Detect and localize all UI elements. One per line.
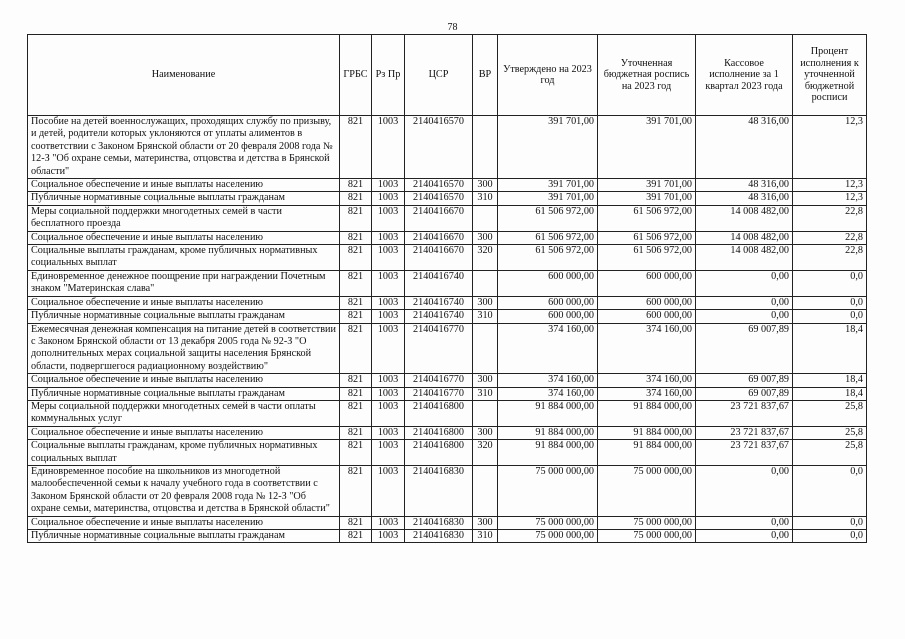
cell-grbs: 821 [340, 310, 372, 323]
cell-specified: 600 000,00 [598, 296, 696, 309]
cell-vr [473, 323, 498, 374]
cell-rzpr: 1003 [372, 323, 405, 374]
cell-specified: 600 000,00 [598, 310, 696, 323]
cell-grbs: 821 [340, 231, 372, 244]
cell-percent: 12,3 [793, 192, 867, 205]
table-row [28, 179, 867, 192]
cell-percent: 0,0 [793, 516, 867, 529]
cell-name: Меры социальной поддержки многодетных семей в части оплаты коммунальных услуг [28, 400, 340, 426]
cell-percent: 22,8 [793, 205, 867, 231]
cell-cash: 0,00 [696, 296, 793, 309]
cell-name: Социальные выплаты гражданам, кроме публичных нормативных социальных выплат [28, 440, 340, 466]
cell-csr: 2140416740 [405, 270, 473, 296]
cell-grbs: 821 [340, 374, 372, 387]
cell-approved: 600 000,00 [498, 270, 598, 296]
cell-name: Единовременное пособие на школьников из многодетной малообеспеченной семьи к началу учебного года в соответствии с Законом Брянской области от 20 февраля 2008 года № 12-З "Об охране семьи, материнства, отцовства и детства в Брянской области" [28, 465, 340, 516]
cell-csr: 2140416770 [405, 374, 473, 387]
cell-csr: 2140416800 [405, 440, 473, 466]
cell-name: Публичные нормативные социальные выплаты гражданам [28, 530, 340, 543]
cell-csr: 2140416800 [405, 400, 473, 426]
table-row [28, 205, 867, 231]
cell-vr: 310 [473, 310, 498, 323]
cell-specified: 391 701,00 [598, 192, 696, 205]
header-name: Наименование [28, 35, 340, 116]
cell-specified: 91 884 000,00 [598, 400, 696, 426]
cell-vr [473, 270, 498, 296]
header-rzpr: Рз Пр [372, 35, 405, 116]
cell-rzpr: 1003 [372, 245, 405, 271]
cell-csr: 2140416670 [405, 245, 473, 271]
cell-percent: 25,8 [793, 426, 867, 439]
cell-rzpr: 1003 [372, 387, 405, 400]
cell-vr: 300 [473, 179, 498, 192]
cell-csr: 2140416570 [405, 116, 473, 179]
cell-approved: 91 884 000,00 [498, 440, 598, 466]
cell-approved: 374 160,00 [498, 374, 598, 387]
cell-cash: 0,00 [696, 310, 793, 323]
page-number: 78 [447, 22, 458, 33]
table-row [28, 270, 867, 296]
header-specified: Уточненная бюджетная роспись на 2023 год [598, 35, 696, 116]
cell-name: Социальное обеспечение и иные выплаты населению [28, 231, 340, 244]
cell-name: Социальное обеспечение и иные выплаты населению [28, 516, 340, 529]
cell-approved: 61 506 972,00 [498, 245, 598, 271]
cell-specified: 91 884 000,00 [598, 440, 696, 466]
cell-csr: 2140416770 [405, 387, 473, 400]
cell-percent: 0,0 [793, 310, 867, 323]
cell-approved: 75 000 000,00 [498, 516, 598, 529]
cell-approved: 391 701,00 [498, 116, 598, 179]
cell-vr [473, 465, 498, 516]
header-vr: ВР [473, 35, 498, 116]
cell-percent: 12,3 [793, 179, 867, 192]
cell-csr: 2140416670 [405, 231, 473, 244]
cell-csr: 2140416830 [405, 465, 473, 516]
cell-approved: 374 160,00 [498, 323, 598, 374]
cell-name: Единовременное денежное поощрение при награждении Почетным знаком "Материнская слава" [28, 270, 340, 296]
header-grbs: ГРБС [340, 35, 372, 116]
table-row [28, 387, 867, 400]
cell-percent: 18,4 [793, 374, 867, 387]
table-row [28, 516, 867, 529]
cell-csr: 2140416740 [405, 296, 473, 309]
cell-grbs: 821 [340, 465, 372, 516]
table-body [28, 116, 867, 543]
cell-vr [473, 116, 498, 179]
cell-vr: 300 [473, 374, 498, 387]
cell-percent: 0,0 [793, 530, 867, 543]
cell-percent: 12,3 [793, 116, 867, 179]
cell-rzpr: 1003 [372, 116, 405, 179]
cell-grbs: 821 [340, 400, 372, 426]
cell-name: Социальное обеспечение и иные выплаты населению [28, 179, 340, 192]
header-cash: Кассовое исполнение за 1 квартал 2023 года [696, 35, 793, 116]
table-row [28, 374, 867, 387]
cell-specified: 391 701,00 [598, 179, 696, 192]
cell-percent: 18,4 [793, 323, 867, 374]
cell-rzpr: 1003 [372, 465, 405, 516]
cell-cash: 69 007,89 [696, 323, 793, 374]
cell-approved: 600 000,00 [498, 310, 598, 323]
cell-cash: 14 008 482,00 [696, 245, 793, 271]
cell-vr: 300 [473, 231, 498, 244]
cell-specified: 61 506 972,00 [598, 205, 696, 231]
cell-csr: 2140416570 [405, 192, 473, 205]
cell-rzpr: 1003 [372, 440, 405, 466]
cell-percent: 0,0 [793, 465, 867, 516]
cell-specified: 75 000 000,00 [598, 465, 696, 516]
cell-specified: 75 000 000,00 [598, 530, 696, 543]
cell-specified: 374 160,00 [598, 374, 696, 387]
cell-cash: 0,00 [696, 270, 793, 296]
table-row [28, 530, 867, 543]
cell-cash: 0,00 [696, 516, 793, 529]
table-row [28, 426, 867, 439]
cell-percent: 22,8 [793, 245, 867, 271]
cell-approved: 600 000,00 [498, 296, 598, 309]
table-row [28, 192, 867, 205]
cell-percent: 25,8 [793, 400, 867, 426]
cell-rzpr: 1003 [372, 426, 405, 439]
cell-grbs: 821 [340, 323, 372, 374]
cell-name: Пособие на детей военнослужащих, проходящих службу по призыву, и детей, родители которых уклоняются от уплаты алиментов в соответствии с Законом Брянской области от 20 февраля 2008 года № 12-З "Об охране семьи, материнства, отцовства и детства в Брянской области" [28, 116, 340, 179]
cell-name: Публичные нормативные социальные выплаты гражданам [28, 387, 340, 400]
cell-rzpr: 1003 [372, 270, 405, 296]
cell-percent: 22,8 [793, 231, 867, 244]
cell-specified: 61 506 972,00 [598, 245, 696, 271]
cell-approved: 61 506 972,00 [498, 231, 598, 244]
cell-rzpr: 1003 [372, 530, 405, 543]
cell-rzpr: 1003 [372, 205, 405, 231]
cell-vr: 300 [473, 516, 498, 529]
cell-cash: 0,00 [696, 530, 793, 543]
table-row [28, 400, 867, 426]
table-row [28, 296, 867, 309]
cell-name: Социальные выплаты гражданам, кроме публичных нормативных социальных выплат [28, 245, 340, 271]
table-row [28, 310, 867, 323]
cell-specified: 61 506 972,00 [598, 231, 696, 244]
cell-cash: 14 008 482,00 [696, 205, 793, 231]
cell-cash: 69 007,89 [696, 387, 793, 400]
cell-grbs: 821 [340, 296, 372, 309]
cell-rzpr: 1003 [372, 516, 405, 529]
cell-name: Публичные нормативные социальные выплаты гражданам [28, 192, 340, 205]
cell-vr: 300 [473, 296, 498, 309]
cell-rzpr: 1003 [372, 374, 405, 387]
cell-name: Ежемесячная денежная компенсация на питание детей в соответствии с Законом Брянской области от 13 декабря 2005 года № 92-З "О дополнительных мерах социальной защиты населения Брянской области, подвергшегося радиационному воздействию" [28, 323, 340, 374]
cell-grbs: 821 [340, 205, 372, 231]
table-row [28, 116, 867, 179]
cell-cash: 23 721 837,67 [696, 426, 793, 439]
cell-percent: 0,0 [793, 296, 867, 309]
cell-grbs: 821 [340, 270, 372, 296]
cell-csr: 2140416830 [405, 530, 473, 543]
cell-csr: 2140416570 [405, 179, 473, 192]
cell-approved: 91 884 000,00 [498, 426, 598, 439]
cell-vr: 320 [473, 440, 498, 466]
cell-grbs: 821 [340, 192, 372, 205]
cell-vr: 310 [473, 192, 498, 205]
cell-approved: 374 160,00 [498, 387, 598, 400]
table-row [28, 440, 867, 466]
cell-approved: 61 506 972,00 [498, 205, 598, 231]
cell-grbs: 821 [340, 426, 372, 439]
cell-cash: 48 316,00 [696, 179, 793, 192]
cell-rzpr: 1003 [372, 231, 405, 244]
header-approved: Утверждено на 2023 год [498, 35, 598, 116]
cell-cash: 48 316,00 [696, 192, 793, 205]
cell-rzpr: 1003 [372, 296, 405, 309]
cell-name: Социальное обеспечение и иные выплаты населению [28, 374, 340, 387]
cell-vr [473, 205, 498, 231]
cell-cash: 48 316,00 [696, 116, 793, 179]
cell-rzpr: 1003 [372, 192, 405, 205]
cell-specified: 91 884 000,00 [598, 426, 696, 439]
table-row [28, 231, 867, 244]
cell-approved: 391 701,00 [498, 179, 598, 192]
cell-csr: 2140416770 [405, 323, 473, 374]
cell-grbs: 821 [340, 179, 372, 192]
cell-vr [473, 400, 498, 426]
header-percent: Процент исполнения к уточненной бюджетной росписи [793, 35, 867, 116]
table-row [28, 465, 867, 516]
cell-specified: 75 000 000,00 [598, 516, 696, 529]
cell-cash: 23 721 837,67 [696, 400, 793, 426]
cell-grbs: 821 [340, 387, 372, 400]
cell-grbs: 821 [340, 245, 372, 271]
cell-cash: 0,00 [696, 465, 793, 516]
cell-specified: 600 000,00 [598, 270, 696, 296]
cell-approved: 91 884 000,00 [498, 400, 598, 426]
cell-vr: 310 [473, 530, 498, 543]
cell-percent: 18,4 [793, 387, 867, 400]
cell-approved: 391 701,00 [498, 192, 598, 205]
cell-csr: 2140416740 [405, 310, 473, 323]
cell-rzpr: 1003 [372, 310, 405, 323]
table-header-row [28, 35, 867, 116]
cell-csr: 2140416670 [405, 205, 473, 231]
cell-csr: 2140416800 [405, 426, 473, 439]
cell-approved: 75 000 000,00 [498, 530, 598, 543]
budget-execution-table [27, 34, 867, 543]
cell-specified: 391 701,00 [598, 116, 696, 179]
cell-rzpr: 1003 [372, 400, 405, 426]
cell-percent: 25,8 [793, 440, 867, 466]
cell-grbs: 821 [340, 116, 372, 179]
cell-specified: 374 160,00 [598, 323, 696, 374]
cell-name: Социальное обеспечение и иные выплаты населению [28, 296, 340, 309]
cell-vr: 320 [473, 245, 498, 271]
cell-cash: 23 721 837,67 [696, 440, 793, 466]
cell-grbs: 821 [340, 530, 372, 543]
table-row [28, 245, 867, 271]
cell-vr: 310 [473, 387, 498, 400]
cell-vr: 300 [473, 426, 498, 439]
cell-cash: 69 007,89 [696, 374, 793, 387]
cell-name: Социальное обеспечение и иные выплаты населению [28, 426, 340, 439]
cell-grbs: 821 [340, 440, 372, 466]
cell-csr: 2140416830 [405, 516, 473, 529]
cell-specified: 374 160,00 [598, 387, 696, 400]
cell-name: Публичные нормативные социальные выплаты гражданам [28, 310, 340, 323]
cell-name: Меры социальной поддержки многодетных семей в части бесплатного проезда [28, 205, 340, 231]
cell-grbs: 821 [340, 516, 372, 529]
cell-cash: 14 008 482,00 [696, 231, 793, 244]
cell-approved: 75 000 000,00 [498, 465, 598, 516]
header-csr: ЦСР [405, 35, 473, 116]
cell-rzpr: 1003 [372, 179, 405, 192]
cell-percent: 0,0 [793, 270, 867, 296]
table-row [28, 323, 867, 374]
